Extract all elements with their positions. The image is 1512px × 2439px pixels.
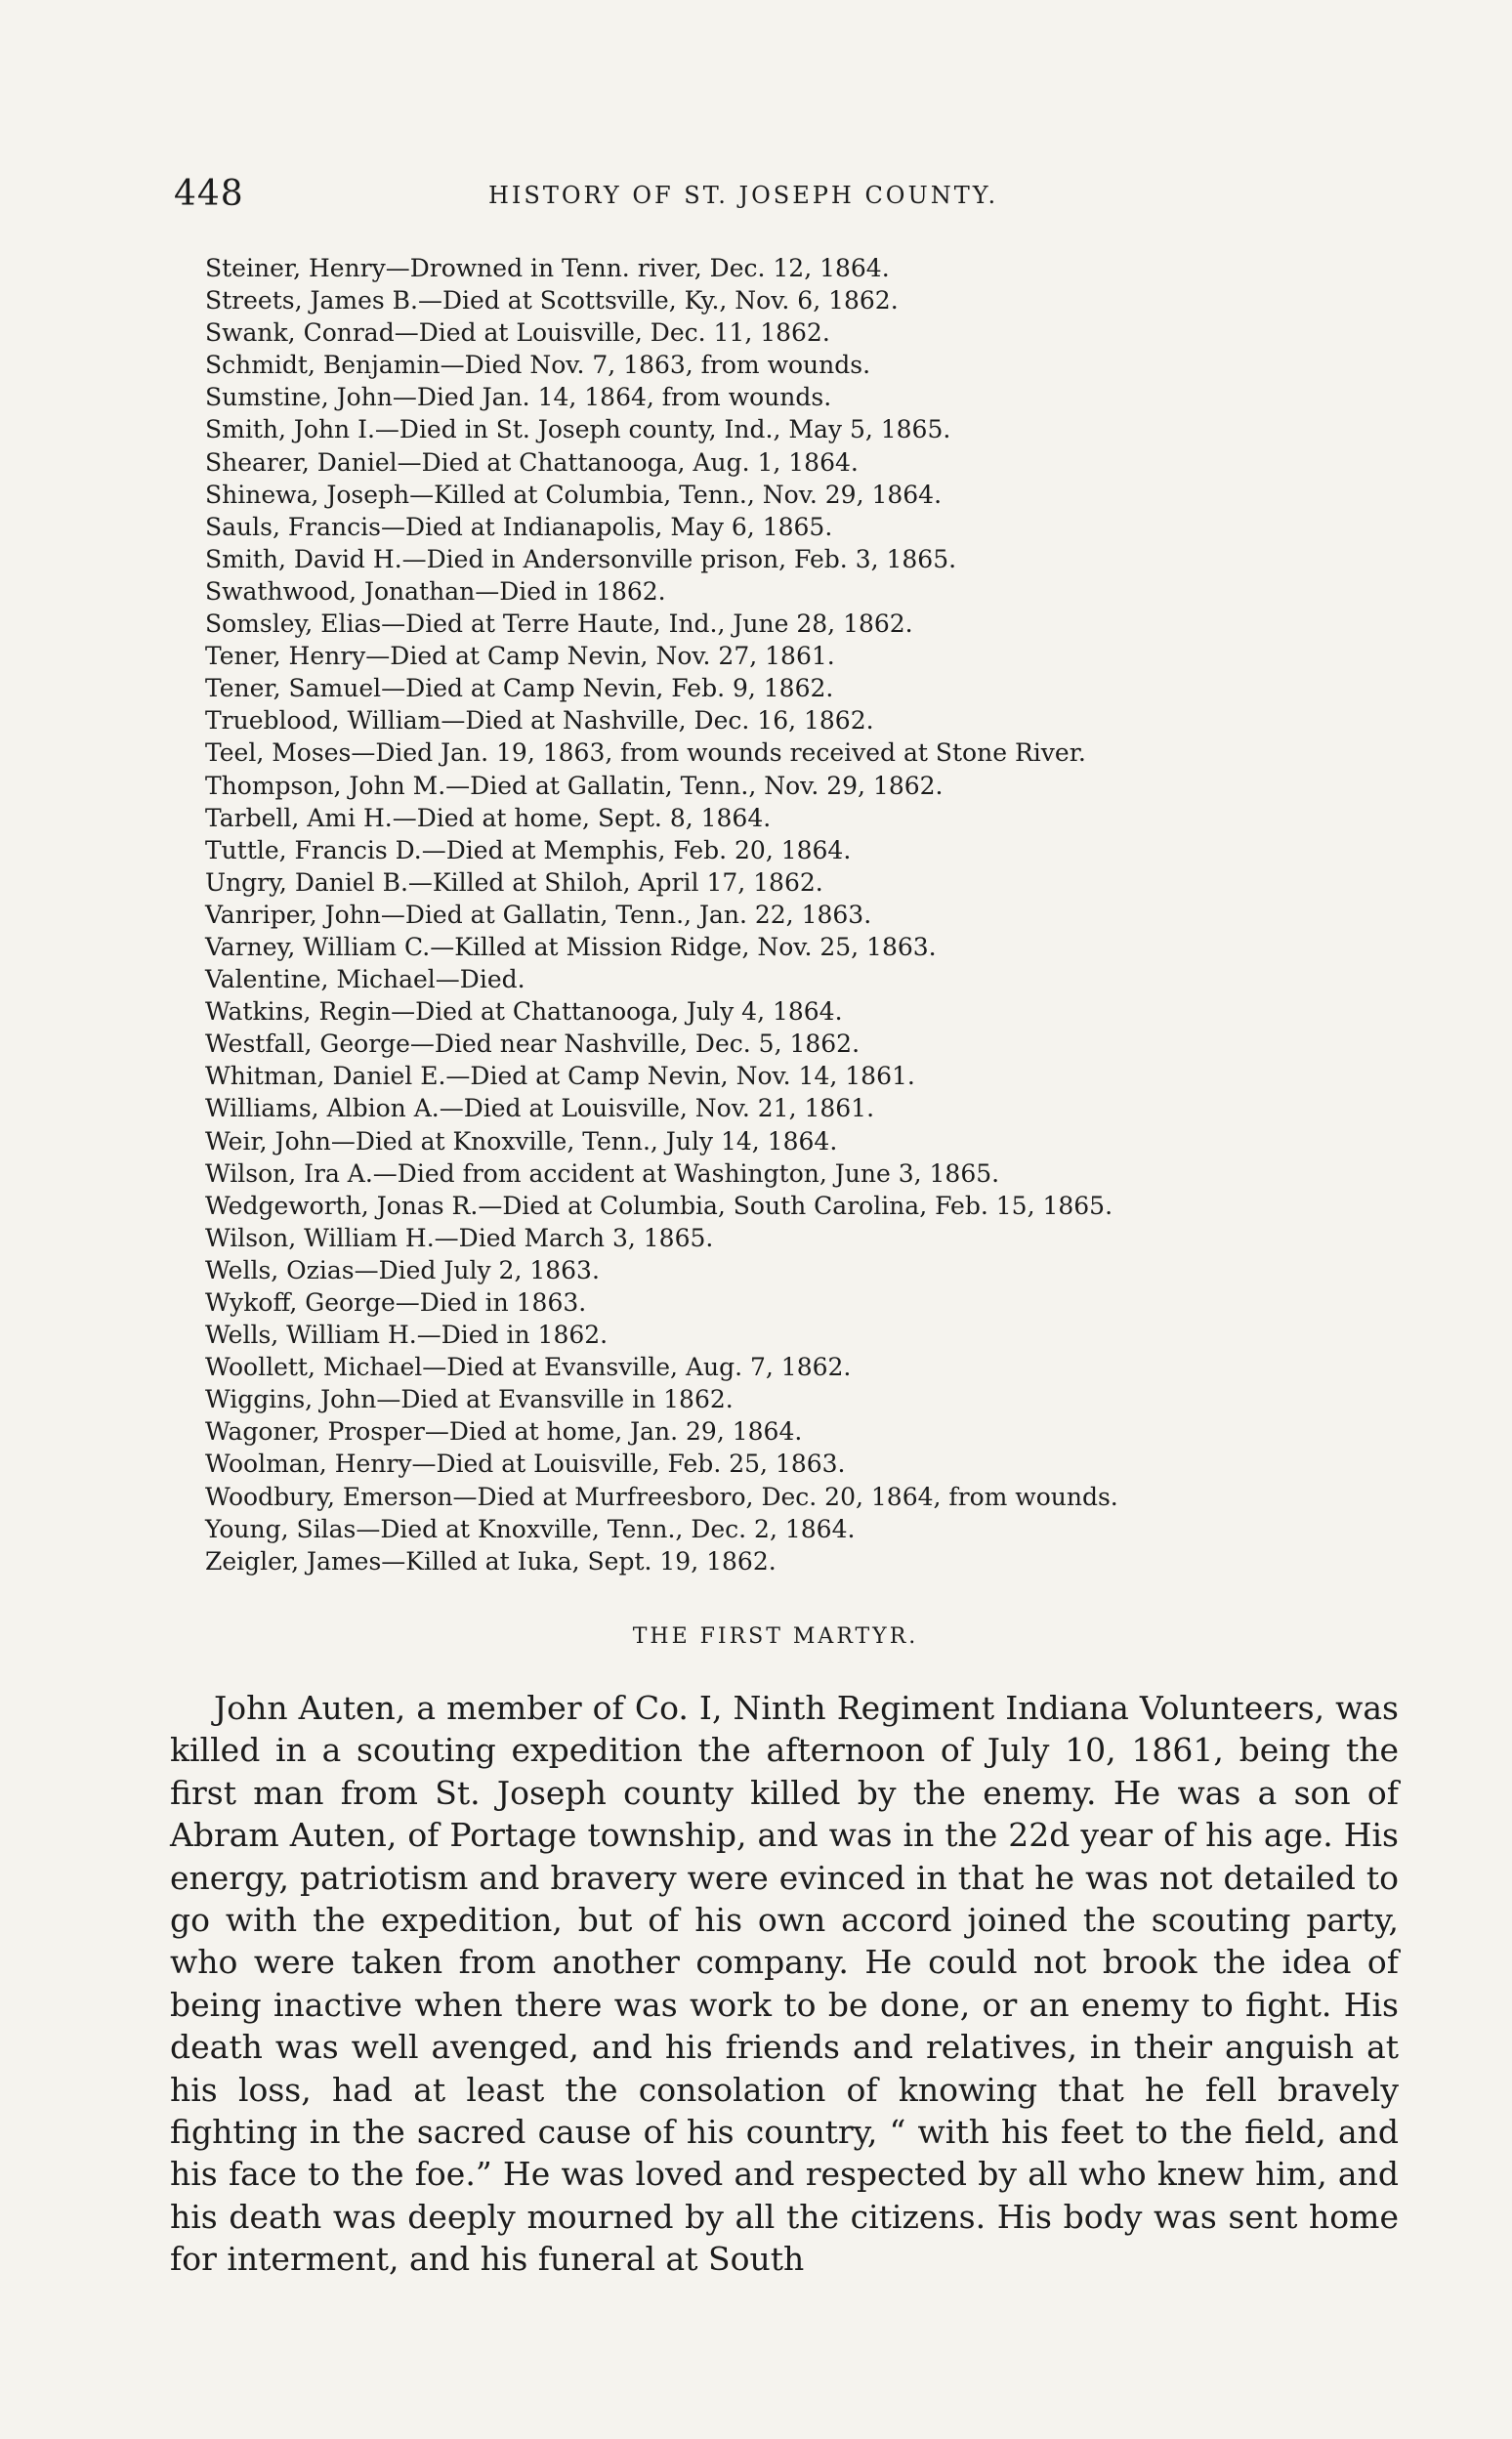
section-title: THE FIRST MARTYR. <box>632 1624 919 1649</box>
roster-entry: Tener, Henry—Died at Camp Nevin, Nov. 27, 1861. <box>205 642 835 671</box>
roster-entry: Trueblood, William—Died at Nashville, Dec. 16, 1862. <box>205 706 874 736</box>
roster-entry: Somsley, Elias—Died at Terre Haute, Ind., June 28, 1862. <box>205 610 913 639</box>
roster-entry: Ungry, Daniel B.—Killed at Shiloh, April 17, 1862. <box>205 867 823 897</box>
body-paragraph: John Auten, a member of Co. I, Ninth Regiment Indiana Volunteers, was killed in a scouting expedition the afternoon of July 10, 1861, being the first man from St. Joseph county killed by the enemy. He was a son of Abram Auten, of Portage township, and was in the 22d year of his age. His energy, patriotism and bravery were evinced in that he was not detailed to go with the expedition, but of his own accord joined the scouting party, who were taken from another company. He could not brook the idea of being inactive when there was work to be done, or an enemy to fight. His death was well avenged, and his friends and relatives, in their anguish at his loss, had at least the consolation of knowing that he fell bravely fighting in the sacred cause of his country, “ with his feet to the field, and his face to the foe.” He was loved and respected by all who knew him, and his death was deeply mourned by all the citizens. His body was sent home for interment, and his funeral at South <box>170 1689 1399 2279</box>
roster-entry: Swathwood, Jonathan—Died in 1862. <box>205 576 666 606</box>
roster-entry: Smith, David H.—Died in Andersonville prison, Feb. 3, 1865. <box>205 544 957 573</box>
roster-entry: Williams, Albion A.—Died at Louisville, Nov. 21, 1861. <box>205 1094 875 1123</box>
roster-entry: Watkins, Regin—Died at Chattanooga, July 4, 1864. <box>205 997 843 1027</box>
roster-entry: Tarbell, Ami H.—Died at home, Sept. 8, 1864. <box>205 803 772 832</box>
roster-entry: Vanriper, John—Died at Gallatin, Tenn., Jan. 22, 1863. <box>205 900 872 929</box>
roster-entry: Young, Silas—Died at Knoxville, Tenn., Dec. 2, 1864. <box>205 1514 856 1543</box>
roster-entry: Smith, John I.—Died in St. Joseph county, Ind., May 5, 1865. <box>205 415 951 444</box>
roster-entry: Valentine, Michael—Died. <box>205 965 525 994</box>
roster-entry: Tener, Samuel—Died at Camp Nevin, Feb. 9, 1862. <box>205 674 834 703</box>
roster-entry: Streets, James B.—Died at Scottsville, Ky., Nov. 6, 1862. <box>205 286 899 315</box>
roster-entry: Tuttle, Francis D.—Died at Memphis, Feb. 20, 1864. <box>205 835 852 864</box>
roster-entry: Woolman, Henry—Died at Louisville, Feb. 25, 1863. <box>205 1450 846 1479</box>
roster-entry: Wilson, Ira A.—Died from accident at Washington, June 3, 1865. <box>205 1158 1000 1188</box>
roster-entry: Wells, Ozias—Died July 2, 1863. <box>205 1255 600 1284</box>
roster-entry: Woollett, Michael—Died at Evansville, Aug. 7, 1862. <box>205 1353 852 1382</box>
roster-entry: Schmidt, Benjamin—Died Nov. 7, 1863, from wounds. <box>205 351 871 380</box>
roster-entry: Weir, John—Died at Knoxville, Tenn., July 14, 1864. <box>205 1126 838 1156</box>
roster-entry: Steiner, Henry—Drowned in Tenn. river, Dec. 12, 1864. <box>205 254 890 282</box>
roster-entry: Zeigler, James—Killed at Iuka, Sept. 19, 1862. <box>205 1546 777 1576</box>
roster-entry: Swank, Conrad—Died at Louisville, Dec. 11, 1862. <box>205 318 830 348</box>
roster-entry: Sauls, Francis—Died at Indianapolis, May 6, 1865. <box>205 512 833 541</box>
roster-entry: Whitman, Daniel E.—Died at Camp Nevin, Nov. 14, 1861. <box>205 1062 915 1091</box>
page-number: 448 <box>174 174 244 214</box>
running-head: HISTORY OF ST. JOSEPH COUNTY. <box>488 182 999 209</box>
roster-entry: Wagoner, Prosper—Died at home, Jan. 29, 1864. <box>205 1417 803 1447</box>
roster-entry: Woodbury, Emerson—Died at Murfreesboro, Dec. 20, 1864, from wounds. <box>205 1482 1118 1511</box>
roster-entry: Wedgeworth, Jonas R.—Died at Columbia, South Carolina, Feb. 15, 1865. <box>205 1191 1113 1220</box>
page-header <box>174 174 1346 223</box>
roster-entry: Varney, William C.—Killed at Mission Ridge, Nov. 25, 1863. <box>205 932 937 961</box>
roster-entry: Shearer, Daniel—Died at Chattanooga, Aug. 1, 1864. <box>205 447 859 477</box>
casualty-roster <box>205 252 1377 1577</box>
roster-entry: Thompson, John M.—Died at Gallatin, Tenn., Nov. 29, 1862. <box>205 771 944 800</box>
roster-entry: Shinewa, Joseph—Killed at Columbia, Tenn., Nov. 29, 1864. <box>205 480 943 509</box>
roster-entry: Teel, Moses—Died Jan. 19, 1863, from wounds received at Stone River. <box>205 738 1086 768</box>
roster-entry: Wykoff, George—Died in 1863. <box>205 1288 587 1317</box>
roster-entry: Wiggins, John—Died at Evansville in 1862. <box>205 1385 734 1414</box>
roster-entry: Wilson, William H.—Died March 3, 1865. <box>205 1223 714 1252</box>
roster-entry: Westfall, George—Died near Nashville, Dec. 5, 1862. <box>205 1030 861 1059</box>
roster-entry: Sumstine, John—Died Jan. 14, 1864, from wounds. <box>205 383 832 412</box>
roster-entry: Wells, William H.—Died in 1862. <box>205 1321 609 1350</box>
